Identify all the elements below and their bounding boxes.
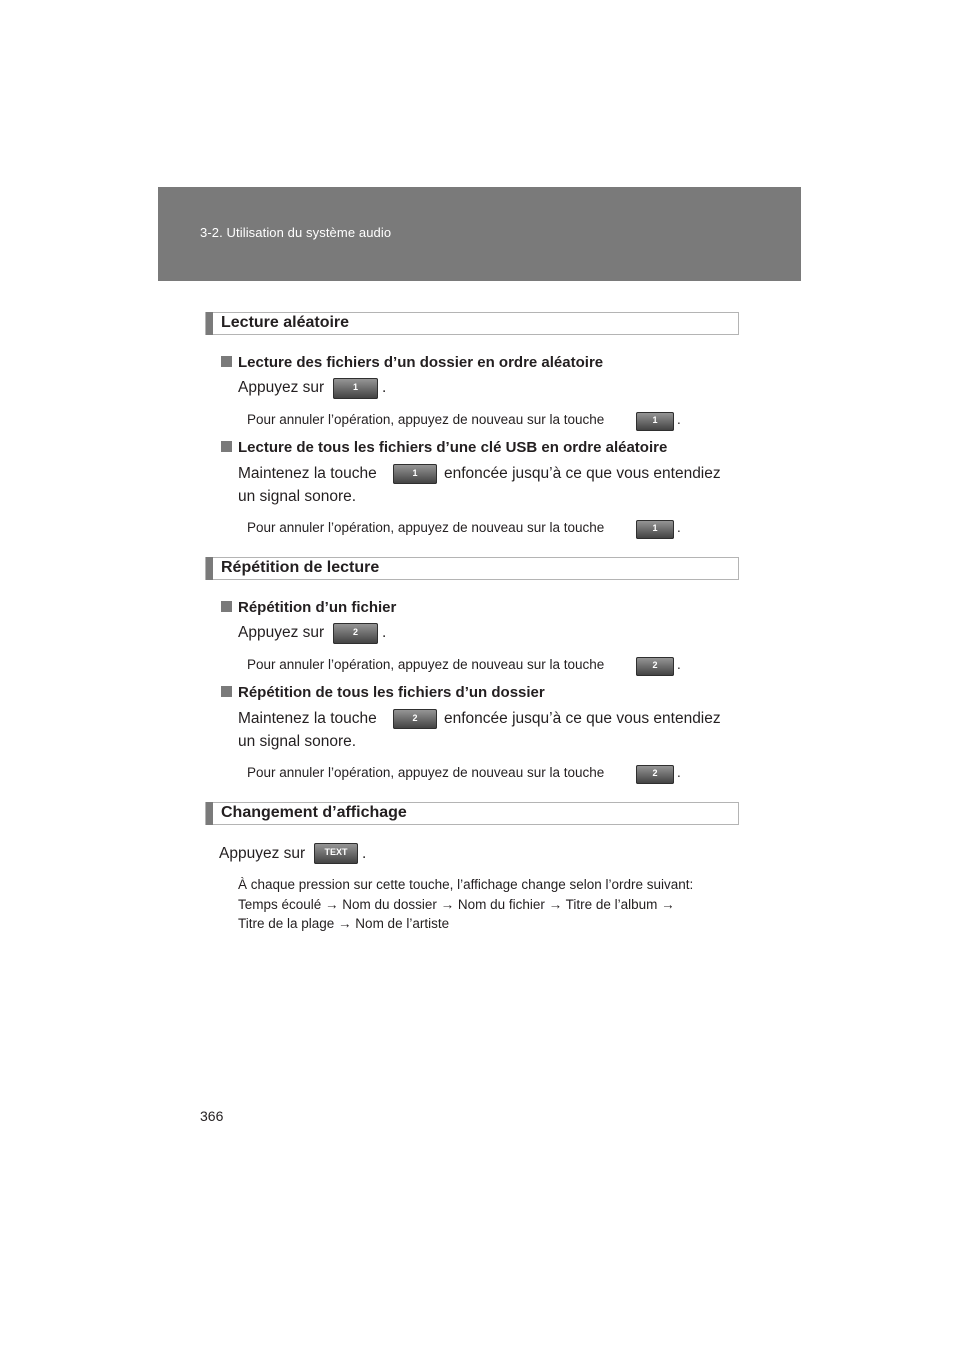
section-header-random [205,312,739,335]
display-order-line-1: À chaque pression sur cette touche, l’affichage change selon l’ordre suivant: [238,877,694,892]
instruction-text-end: . [362,845,367,862]
button-2-icon: 2 [393,709,437,729]
instruction-text-end: . [382,624,387,641]
square-bullet-icon [221,686,232,697]
button-2-icon: 2 [333,623,378,644]
instruction-text-line2: un signal sonore. [238,488,357,505]
section-accent [206,802,213,825]
subheading-random-usb: Lecture de tous les fichiers d’une clé USB en ordre aléatoire [221,439,667,456]
note-text: Pour annuler l’opération, appuyez de nouveau sur la touche [247,412,605,427]
section-accent [206,557,213,580]
display-order-line-3: Titre de la plage → Nom de l’artiste [238,916,450,931]
instruction-text-cont: enfoncée jusqu’à ce que vous entendiez [444,465,721,482]
instruction-text: Appuyez sur [219,845,306,862]
page-number: 366 [200,1108,224,1124]
instruction-text: Maintenez la touche [238,710,377,727]
section-header-repeat [205,557,739,580]
section-title: Répétition de lecture [221,559,380,576]
section-header-display [205,802,739,825]
header-band [158,187,801,281]
display-order-line-2: Temps écoulé → Nom du dossier → Nom du fichier → Titre de l’album → [238,897,675,912]
button-1-icon: 1 [393,464,437,484]
note-text: Pour annuler l’opération, appuyez de nouveau sur la touche [247,520,605,535]
button-1-icon: 1 [636,520,674,539]
square-bullet-icon [221,601,232,612]
instruction-text-cont: enfoncée jusqu’à ce que vous entendiez [444,710,721,727]
instruction-text: Appuyez sur [238,379,325,396]
subheading-random-folder: Lecture des fichiers d’un dossier en ordre aléatoire [221,354,603,371]
instruction-text-end: . [382,379,387,396]
instruction-text: Appuyez sur [238,624,325,641]
subheading-repeat-folder: Répétition de tous les fichiers d’un dossier [221,684,545,701]
note-end: . [677,657,681,672]
section-accent [206,312,213,335]
note-end: . [677,412,681,427]
note-text: Pour annuler l’opération, appuyez de nouveau sur la touche [247,765,605,780]
square-bullet-icon [221,356,232,367]
instruction-text: Maintenez la touche [238,465,377,482]
button-2-icon: 2 [636,657,674,676]
section-title: Lecture aléatoire [221,314,350,331]
button-1-icon: 1 [636,412,674,431]
note-end: . [677,520,681,535]
button-2-icon: 2 [636,765,674,784]
section-title: Changement d’affichage [221,804,407,821]
button-1-icon: 1 [333,378,378,399]
note-text: Pour annuler l’opération, appuyez de nouveau sur la touche [247,657,605,672]
instruction-text-line2: un signal sonore. [238,733,357,750]
text-button-icon: TEXT [314,843,358,864]
note-end: . [677,765,681,780]
breadcrumb: 3-2. Utilisation du système audio [200,225,392,240]
square-bullet-icon [221,441,232,452]
subheading-repeat-file: Répétition d’un fichier [221,599,396,616]
